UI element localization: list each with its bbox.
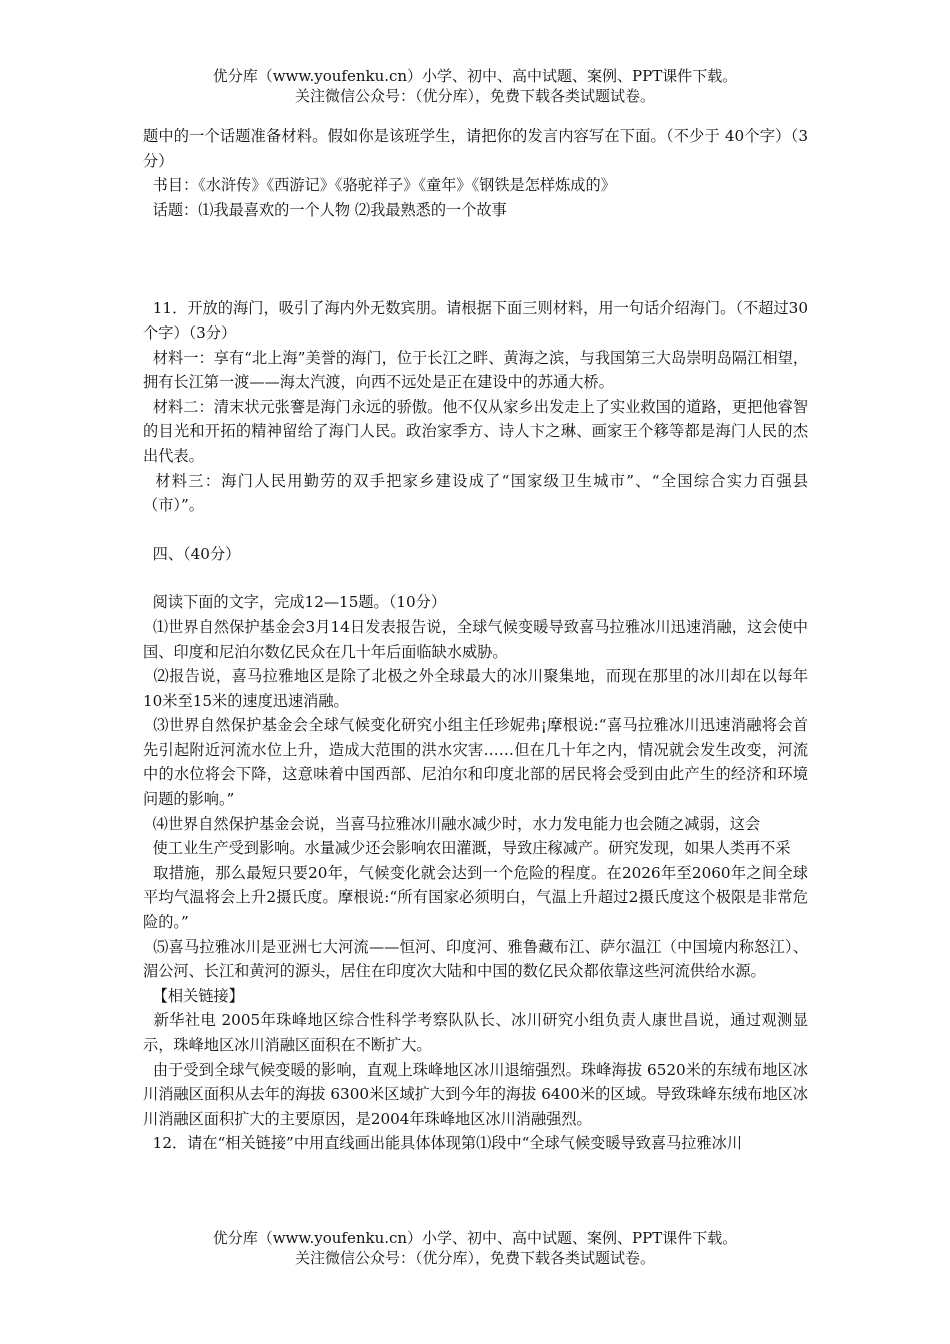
related-link-para-2: 由于受到全球气候变暖的影响，直观上珠峰地区冰川退缩强烈。珠峰海拔 6520米的东绒布地区冰川消融区面积从去年的海拔 6300米区域扩大到今年的海拔 6400米的区域。导致珠峰东绒布地区冰川消融区面积扩大的主要原因，是2004年珠峰地区冰川消融强烈。 (143, 1060, 808, 1128)
q11-prompt: 11．开放的海门，吸引了海内外无数宾朋。请根据下面三则材料，用一句话介绍海门。（不超过30个字）（3分） (143, 299, 808, 342)
footer-line-2: 关注微信公众号：（优分库），免费下载各类试题试卷。 (294, 1249, 655, 1267)
document-body (143, 124, 808, 1156)
section-four-heading: 四、（40分） (143, 544, 241, 563)
paragraph-1: ⑴世界自然保护基金会3月14日发表报告说，全球气候变暖导致喜马拉雅冰川迅速消融，这会使中国、印度和尼泊尔数亿民众在几十年后面临缺水威胁。 (143, 617, 808, 661)
q11-material-3: 材料三：海门人民用勤劳的双手把家乡建设成了“国家级卫生城市”、“全国综合实力百强县（市）”。 (143, 471, 809, 515)
related-link-title: 【相关链接】 (143, 986, 244, 1005)
q11-material-2: 材料二：清末状元张謇是海门永远的骄傲。他不仅从家乡出发走上了实业救国的道路，更把他睿智的目光和开拓的精神留给了海门人民。政治家季方、诗人卞之琳、画家王个簃等都是海门人民的杰出代表。 (143, 397, 809, 465)
q10-continuation: 题中的一个话题准备材料。假如你是该班学生，请把你的发言内容写在下面。（不少于 40个字）（3分） (143, 127, 808, 170)
paragraph-4-line-a: ⑷世界自然保护基金会说，当喜马拉雅冰川融水减少时，水力发电能力也会随之减弱，这会 (143, 814, 761, 833)
q10-topics: 话题：⑴我最喜欢的一个人物 ⑵我最熟悉的一个故事 (143, 200, 507, 219)
q10-books: 书目：《水浒传》《西游记》《骆驼祥子》《童年》《钢铁是怎样炼成的》 (143, 176, 616, 195)
q11-material-1: 材料一：享有“北上海”美誉的海门，位于长江之畔、黄海之滨，与我国第三大岛崇明岛隔江相望，拥有长江第一渡——海太汽渡，向西不远处是正在建设中的苏通大桥。 (143, 348, 809, 392)
footer-line-1: 优分库（www.youfenku.cn）小学、初中、高中试题、案例、PPT课件下载。 (212, 1229, 738, 1247)
paragraph-4-line-c: 取措施，那么最短只要20年，气候变化就会达到一个危险的程度。在2026年至2060年之间全球平均气温将会上升2摄氏度。摩根说:“所有国家必须明白，气温上升超过2摄氏度这个极限是非常危险的。” (143, 863, 808, 932)
paragraph-3: ⑶世界自然保护基金会全球气候变化研究小组主任珍妮弗¡摩根说:“喜马拉雅冰川迅速消融将会首先引起附近河流水位上升，造成大范围的洪水灾害……但在几十年之内，情况就会发生改变，河流中的水位将会下降，这意味着中国西部、尼泊尔和印度北部的居民将会受到由此产生的经济和环境问题的影响。” (143, 716, 809, 809)
paragraph-4-line-b: 使工业生产受到影响。水量减少还会影响农田灌溉，导致庄稼减产。研究发现，如果人类再不采 (143, 839, 791, 858)
header-line-2: 关注微信公众号：（优分库），免费下载各类试题试卷。 (294, 87, 655, 105)
paragraph-2: ⑵报告说，喜马拉雅地区是除了北极之外全球最大的冰川聚集地，而现在那里的冰川却在以每年10米至15米的速度迅速消融。 (143, 667, 808, 710)
q12-prompt: 12．请在“相关链接”中用直线画出能具体体现第⑴段中“全球气候变暖导致喜马拉雅冰川 (143, 1134, 743, 1153)
related-link-para-1: 新华社电 2005年珠峰地区综合性科学考察队队长、冰川研究小组负责人康世昌说，通过观测显示，珠峰地区冰川消融区面积在不断扩大。 (143, 1011, 809, 1054)
reading-intro: 阅读下面的文字，完成12—15题。（10分） (143, 593, 447, 612)
page-header (0, 66, 950, 106)
page-footer (0, 1228, 950, 1268)
paragraph-5: ⑸喜马拉雅冰川是亚洲七大河流——恒河、印度河、雅鲁藏布江、萨尔温江（中国境内称怒江）、湄公河、长江和黄河的源头，居住在印度次大陆和中国的数亿民众都依靠这些河流供给水源。 (143, 937, 809, 981)
header-line-1: 优分库（www.youfenku.cn）小学、初中、高中试题、案例、PPT课件下载。 (212, 67, 738, 85)
